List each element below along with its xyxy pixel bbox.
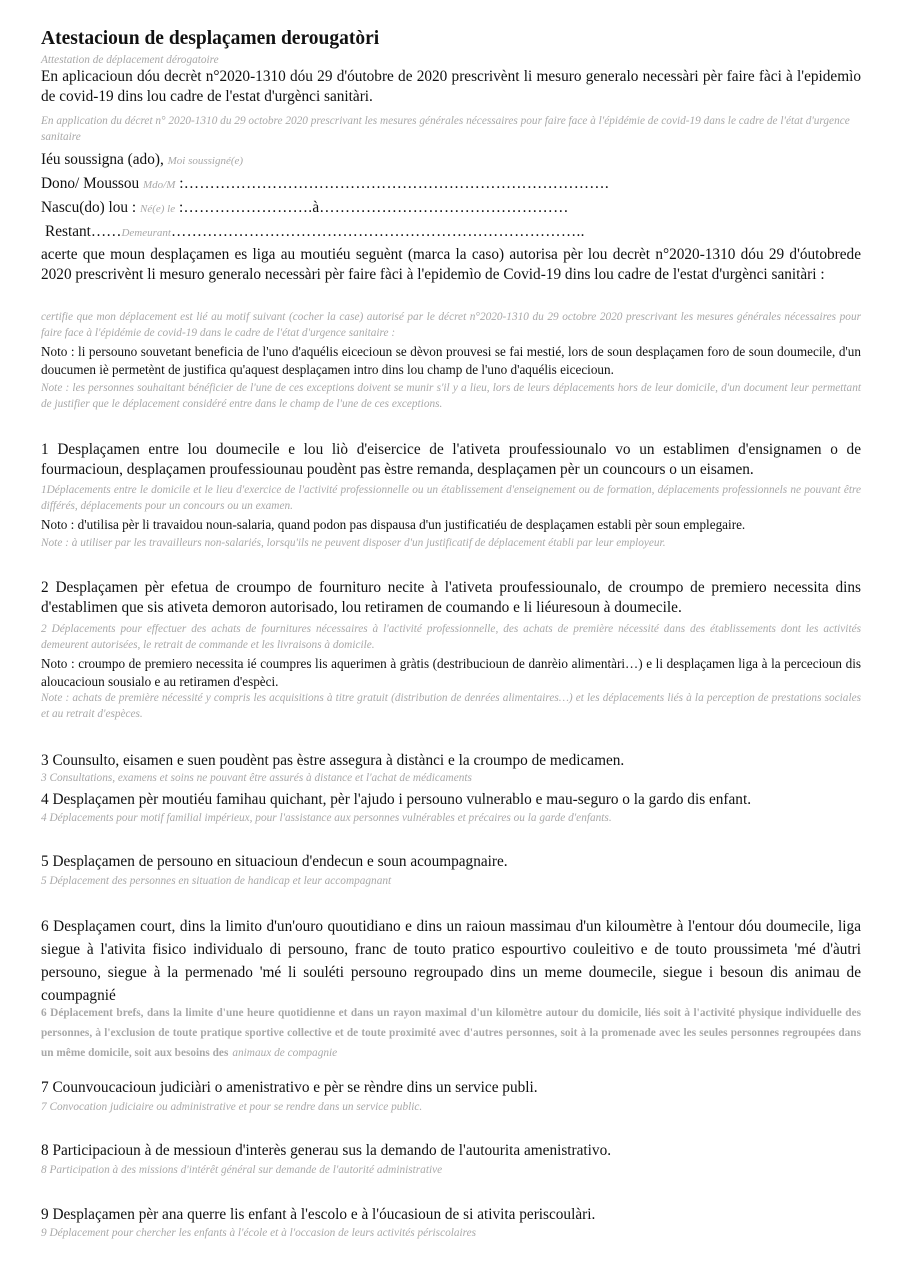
nascu-label: Nascu(do) lou : (41, 199, 137, 216)
reason-1[interactable]: 1 Desplaçamen entre lou doumecile e lou liò d'eisercice de l'ativeta proufessiounalo vo un establimen d'ensignamen o de fourmacioun, desplaçamen proufessiounau poudènt pas èstre remanda, desplaçamen pèr un councours o un eisamen. (41, 441, 861, 478)
nom-label: Dono/ Moussou (41, 175, 140, 192)
nascu-date-field[interactable]: :……………………. (178, 199, 313, 216)
intro-text: En aplicacioun dóu decrèt n°2020-1310 dóu 29 d'óutobre de 2020 prescrivènt li mesuro generalo necessàri pèr faire fàci à l'epidemìo de covid-19 dins lou cadre de l'estat d'urgènci sanitàri. (41, 68, 861, 105)
page-title-translation: Attestation de déplacement dérogatoire (41, 54, 219, 66)
nascu-line (41, 198, 861, 219)
reason-6-translation: 6 Déplacement brefs, dans la limite d'une heure quotidienne et dans un rayon maximal d'un kilomètre autour du domicile, liés soit à l'activité physique individuelle des personnes, à l'exclusion de toute pratique sportive collective et de toute proximité avec d'autres personnes, soit à la promenade avec les seules personnes regroupées dans un même domicile, soit aux besoins des (41, 1007, 861, 1059)
page-title: Atestacioun de desplaçamen derougatòri (41, 28, 380, 49)
nom-translation: Mdo/M (143, 179, 176, 191)
reason-1-translation: 1Déplacements entre le domicile et le lieu d'exercice de l'activité professionnelle ou un établissement d'enseignement ou de formation, déplacements professionnels ne pouvant être différés, déplacements pour un concours ou un examen. (41, 484, 861, 512)
restant-field[interactable]: …………………………………………………………………….. (170, 223, 585, 240)
reason-6[interactable]: 6 Desplaçamen court, dins la limito d'un'ouro quoutidiano e dins un raioun massimau d'un kiloumètre à l'entour dóu doumecile, liga siegue à l'ativita fisico individualo di persouno, franc de touto pratico espourtivo couleitivo e de touto proussimeta 'mé d'àutri persouno, siegue à la permenado 'mé li souléti persouno regroupado dins un meme doumecile, siegue i besoun dis animau de coumpagnié (41, 918, 861, 1004)
restant-line (45, 222, 865, 243)
restant-label: Restant…… (45, 223, 122, 240)
reason-2[interactable]: 2 Desplaçamen pèr efetua de croumpo de fournituro necite à l'ativeta proufessiounalo, de croumpo de premiero necessita dins d'establimen que sis ativeta demoron autorisado, lou retiramen de coumando e li liéuresoun à doumecile. (41, 579, 861, 616)
reason-3-translation: 3 Consultations, examens et soins ne pouvant être assurés à distance et l'achat de médicaments (41, 772, 472, 784)
nom-field[interactable]: :………………………………………………………………………. (179, 175, 610, 192)
reason-4[interactable]: 4 Desplaçamen pèr moutiéu famihau quichant, pèr l'ajudo i persouno vulnerablo e mau-seguro o la gardo dis enfant. (41, 791, 752, 808)
reason-5[interactable]: 5 Desplaçamen de persouno en situacioun d'endecun e soun acoumpagnaire. (41, 853, 508, 870)
nascu-a-label: à (312, 199, 320, 216)
reason-6-translation-tail: animaux de compagnie (232, 1047, 338, 1059)
noto-translation: Note : les personnes souhaitant bénéficier de l'une de ces exceptions doivent se munir s'il y a lieu, lors de leurs déplacements hors de leur domicile, d'un document leur permettant de justifier que le déplacement considéré entre dans le champ de l'une de ces exceptions. (41, 382, 861, 410)
reason-9-translation: 9 Déplacement pour chercher les enfants à l'école et à l'occasion de leurs activités périscolaires (41, 1227, 477, 1239)
reason-7-translation: 7 Convocation judiciaire ou administrative et pour se rendre dans un service public. (41, 1101, 423, 1113)
reason-7[interactable]: 7 Counvoucacioun judiciàri o amenistrativo e pèr se rèndre dins un service publi. (41, 1079, 538, 1096)
reason-2-note-translation: Note : achats de première nécessité y compris les acquisitions à titre gratuit (distribution de denrées alimentaires…) et les déplacements liés à la perception de prestations sociales et au retrait d'espèces. (41, 692, 861, 720)
reason-9[interactable]: 9 Desplaçamen pèr ana querre lis enfant à l'escolo e à l'óucasioun de si ativita periscoulàri. (41, 1206, 596, 1223)
intro-translation: En application du décret n° 2020-1310 du 29 octobre 2020 prescrivant les mesures générales nécessaires pour faire face à l'épidémie de covid-19 dans le cadre de l'état d'urgence sanitaire (41, 115, 850, 143)
reason-1-note: Noto : d'utilisa pèr li travaidou noun-salaria, quand podon pas dispausa d'un justificatiéu de desplaçamen establi pèr soun emplegaire. (41, 517, 746, 532)
soussigna-translation: Moi soussigné(e) (167, 155, 244, 167)
reason-2-translation: 2 Déplacements pour effectuer des achats de fournitures nécessaires à l'activité professionnelle, des achats de première nécessité dans des établissements dont les activités demeurent autorisées, le retrait de commande et les livraisons à domicile. (41, 623, 861, 651)
soussigna-line (41, 150, 861, 171)
nascu-place-field[interactable]: ………………………………………… (319, 199, 569, 216)
reason-3[interactable]: 3 Counsulto, eisamen e suen poudènt pas èstre assegura à distànci e la croumpo de medicamen. (41, 752, 625, 769)
nom-line (41, 174, 861, 195)
reason-5-translation: 5 Déplacement des personnes en situation de handicap et leur accompagnant (41, 875, 392, 887)
reason-4-translation: 4 Déplacements pour motif familial impérieux, pour l'assistance aux personnes vulnérables et précaires ou la garde d'enfants. (41, 812, 612, 824)
nascu-translation: Né(e) le (140, 203, 176, 215)
soussigna-label: Iéu soussigna (ado), (41, 151, 164, 168)
reason-6-translation-block (41, 1002, 861, 1062)
reason-8[interactable]: 8 Participacioun à de messioun d'interès generau sus la demando de l'autourita amenistrativo. (41, 1142, 612, 1159)
certify-translation: certifie que mon déplacement est lié au motif suivant (cocher la case) autorisé par le décret n°2020-1310 du 29 octobre 2020 prescrivant les mesures générales nécessaires pour faire face à l'épidémie de covid-19 dans le cadre de l'état d'urgence sanitaire : (41, 311, 861, 339)
certify-text: acerte que moun desplaçamen es liga au moutiéu seguènt (marca la caso) autorisa pèr lou decrèt n°2020-1310 dóu 29 d'óutobrede 2020 prescrivènt li mesuro generalo necessàri pèr faire fàci à l'epidemìo de Covid-19 dins lou cadre de l'estat d'urgènci sanitàri : (41, 246, 861, 283)
restant-translation: Demeurant (121, 227, 171, 239)
reason-2-note: Noto : croumpo de premiero necessita ié coumpres lis aquerimen à gràtis (destribucioun de danrèio alimentàri…) e li desplaçamen liga à la percecioun dis aloucacioun sousialo e au retiramen d'espèci. (41, 656, 861, 689)
noto-text: Noto : li persouno souvetant beneficia de l'uno d'aquélis eicecioun se dèvon prouvesi se fai mestié, lors de soun desplaçamen foro de soun doumecile, d'un doucumen iè permetènt de justifica qu'aquest desplaçamen intro dins lou champ de l'uno d'aquélis eicecioun. (41, 344, 861, 377)
reason-1-note-translation: Note : à utiliser par les travailleurs non-salariés, lorsqu'ils ne peuvent disposer d'un justificatif de déplacement établi par leur employeur. (41, 537, 666, 549)
reason-8-translation: 8 Participation à des missions d'intérêt général sur demande de l'autorité administrative (41, 1164, 443, 1176)
